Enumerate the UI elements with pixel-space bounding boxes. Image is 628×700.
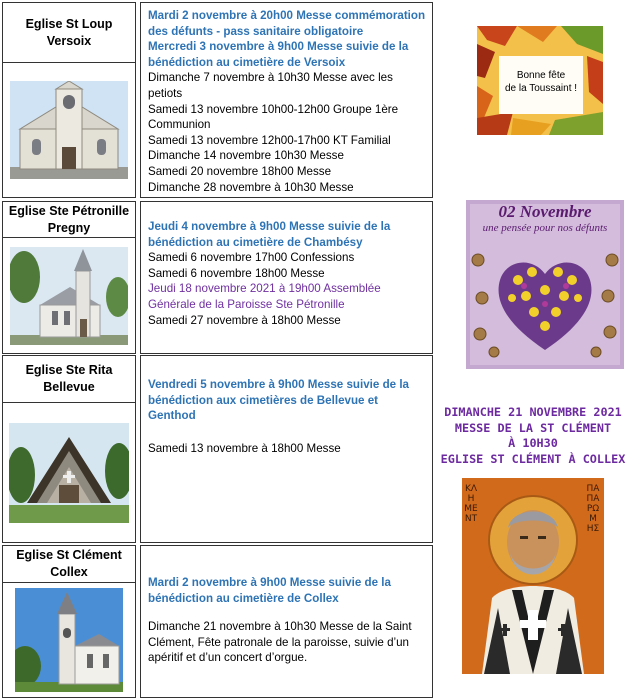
icon-inscription-left: ΚΛΗΜΕΝΤ [464, 484, 478, 524]
schedule-ste-petronille [140, 201, 433, 354]
schedule-entry: Mardi 2 novembre à 20h00 Messe commémoration des défunts - pass sanitaire obligatoire [148, 9, 429, 38]
schedule-entry: Samedi 27 novembre à 18h00 Messe [148, 313, 341, 327]
church-name-ste-rita [2, 355, 136, 403]
church-photo-ste-rita [2, 402, 136, 543]
defunts-subtitle: une pensée pour nos défunts [482, 222, 608, 234]
schedule-entry: Samedi 13 novembre 12h00-17h00 KT Familial [148, 133, 391, 147]
schedule-ste-rita [140, 355, 433, 543]
schedule-entry: Vendredi 5 novembre à 9h00 Messe suivie de la bénédiction aux cimetières de Bellevue et Genthod [148, 378, 413, 423]
toussaint-card [477, 26, 603, 135]
church-name-st-clement [2, 545, 136, 583]
schedule-entry: Jeudi 4 novembre à 9h00 Messe suivie de la bénédiction au cimetière de Chambésy [148, 220, 394, 249]
schedule-entry: Dimanche 28 novembre à 10h30 Messe [148, 180, 354, 194]
church-name-line1: Eglise Ste Pétronille [8, 203, 130, 218]
schedule-st-loup [140, 2, 433, 198]
toussaint-line1: Bonne fête [516, 70, 566, 81]
schedule-entry: Mercredi 3 novembre à 9h00 Messe suivie de la bénédiction au cimetière de Versoix [148, 40, 412, 69]
schedule-entry: Dimanche 21 novembre à 10h30 Messe de la Saint Clément, Fête patronale de la paroisse, suivie d’un apéritif et d’un concert d’orgue. [148, 620, 415, 665]
festival-place: EGLISE ST CLÉMENT À COLLEX [440, 451, 626, 466]
schedule-entry: Jeudi 18 novembre 2021 à 19h00 Assemblée Générale de la Paroisse Ste Pétronille [148, 282, 384, 311]
schedule-entry: Mardi 2 novembre à 9h00 Messe suivie de la bénédiction au cimetière de Collex [148, 576, 395, 605]
schedule-entry: Samedi 13 novembre 10h00-12h00 Groupe 1ère Communion [148, 102, 402, 132]
schedule-entry: Samedi 20 novembre 18h00 Messe [148, 164, 332, 178]
schedule-entry: Samedi 13 novembre à 18h00 Messe [148, 441, 341, 455]
church-photo-st-clement [2, 582, 136, 698]
festival-title: MESSE DE LA ST CLÉMENT [454, 420, 612, 435]
festival-date: DIMANCHE 21 NOVEMBRE 2021 [444, 405, 622, 419]
church-photo-st-loup [2, 62, 136, 198]
church-name-line2: Versoix [46, 33, 92, 48]
church-name-st-loup [2, 2, 136, 63]
schedule-entry: Dimanche 14 novembre 10h30 Messe [148, 149, 344, 163]
schedule-entry: Samedi 6 novembre 18h00 Messe [148, 266, 325, 280]
defunts-title: 02 Novembre [498, 202, 592, 221]
festival-announcement [440, 405, 626, 467]
church-name-ste-petronille [2, 201, 136, 238]
schedule-entry: Dimanche 7 novembre à 10h30 Messe avec les petiots [148, 71, 397, 100]
toussaint-line2: de la Toussaint ! [504, 83, 578, 94]
schedule-entry: Samedi 6 novembre 17h00 Confessions [148, 251, 355, 265]
church-name-line1: Eglise St Clément [16, 548, 122, 562]
st-clement-icon-image [462, 478, 604, 674]
defunts-card [466, 200, 624, 369]
schedule-st-clement [140, 545, 433, 698]
church-name-line2: Collex [50, 565, 88, 579]
icon-inscription-right: ΠΑΠΑ ΡΩΜΗΣ [586, 484, 600, 534]
church-name-line2: Pregny [47, 220, 91, 235]
church-name-line2: Bellevue [43, 380, 95, 394]
toussaint-greeting [499, 69, 583, 95]
festival-time: À 10H30 [508, 436, 558, 450]
church-name-line1: Eglise Ste Rita [25, 363, 113, 377]
church-photo-ste-petronille [2, 237, 136, 354]
church-name-line1: Eglise St Loup [25, 16, 113, 31]
